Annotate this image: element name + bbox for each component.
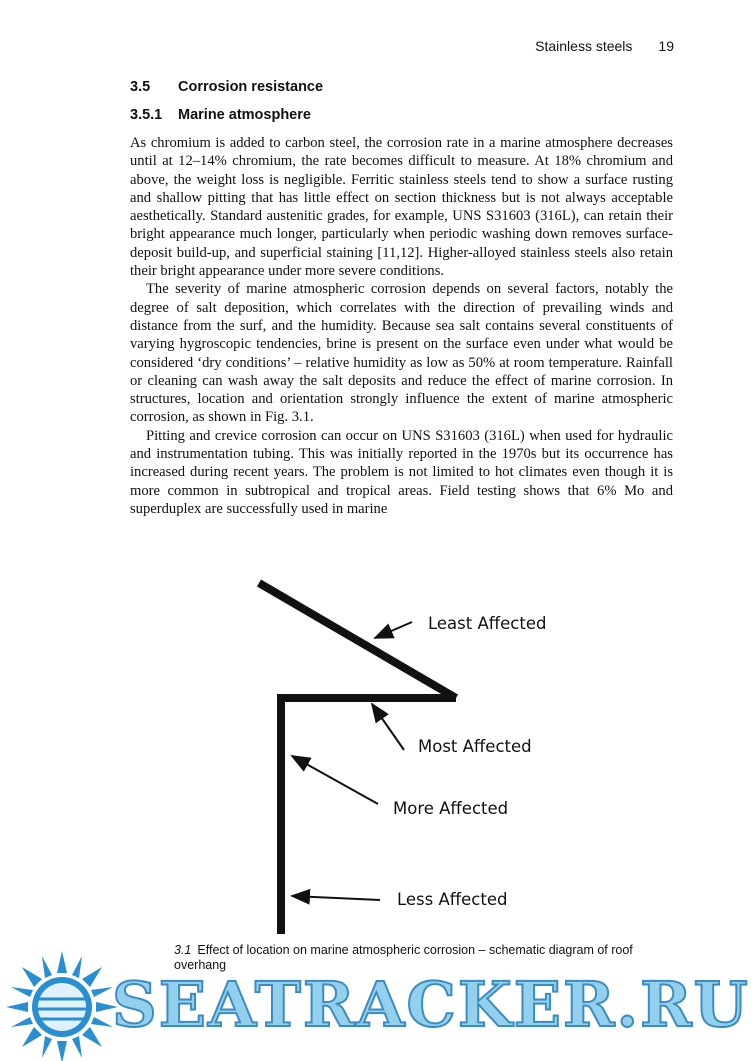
arrow-most-affected	[372, 704, 404, 750]
subsection-number: 3.5.1	[130, 107, 163, 123]
roof-slope	[259, 583, 456, 698]
paragraph-3: Pitting and crevice corrosion can occur on UNS S31603 (316L) when used for hydraulic and instrumentation tubing. This was initially reported in the 1970s but its occurrence has increased during recent years. The problem is not limited to hot climates even though it is more common in subtropical and tropical areas. Field testing shows that 6% Mo and superduplex are successfully used in marine	[130, 427, 673, 517]
subsection-title: Marine atmosphere	[178, 107, 311, 123]
section-heading	[130, 79, 323, 95]
body-text	[130, 134, 673, 518]
arrow-least-affected	[375, 622, 412, 638]
roof-overhang-figure	[230, 570, 580, 940]
running-header	[535, 38, 674, 54]
arrow-more-affected	[292, 756, 378, 804]
label-less-affected: Less Affected	[397, 890, 508, 909]
label-most-affected: Most Affected	[418, 737, 532, 756]
watermark-text: SEATRACKER.RU	[112, 968, 750, 1041]
paragraph-1: As chromium is added to carbon steel, the corrosion rate in a marine atmosphere decreases until at 12–14% chromium, the rate becomes difficult to measure. At 18% chromium and above, the weight loss is negligible. Ferritic stainless steels tend to show a surface rusting and shallow pitting that has little effect on section thickness but is not always acceptable aesthetically. Standard austenitic grades, for example, UNS S31603 (316L), can retain their bright appearance much longer, particularly when periodic washing down removes surface-deposit build-up, and superficial staining [11,12]. Higher-alloyed stainless steels also retain their bright appearance under more severe conditions.	[130, 135, 673, 280]
label-least-affected: Least Affected	[428, 614, 547, 633]
section-number: 3.5	[130, 79, 151, 95]
caption-text: Effect of location on marine atmospheric corrosion – schematic diagram of roof overhang	[174, 943, 633, 972]
arrow-less-affected	[292, 896, 380, 900]
label-more-affected: More Affected	[393, 799, 509, 818]
caption-number: 3.1	[174, 943, 192, 957]
paragraph-2: The severity of marine atmospheric corrosion depends on several factors, notably the degree of salt deposition, which correlates with the direction of prevailing winds and distance from the surf, and the humidity. Because sea salt contains several constituents of varying hygroscopic tendencies, brine is present on the surface even under what would be considered ‘dry conditions’ – relative humidity as low as 50% at room temperature. Rainfall or cleaning can wash away the salt deposits and reduce the effect of marine corrosion. In structures, location and orientation strongly influence the extent of marine atmospheric corrosion, as shown in Fig. 3.1.	[130, 281, 673, 426]
page-number: 19	[658, 38, 674, 54]
running-title: Stainless steels	[535, 38, 633, 54]
subsection-heading	[130, 107, 311, 123]
section-title: Corrosion resistance	[178, 79, 324, 95]
